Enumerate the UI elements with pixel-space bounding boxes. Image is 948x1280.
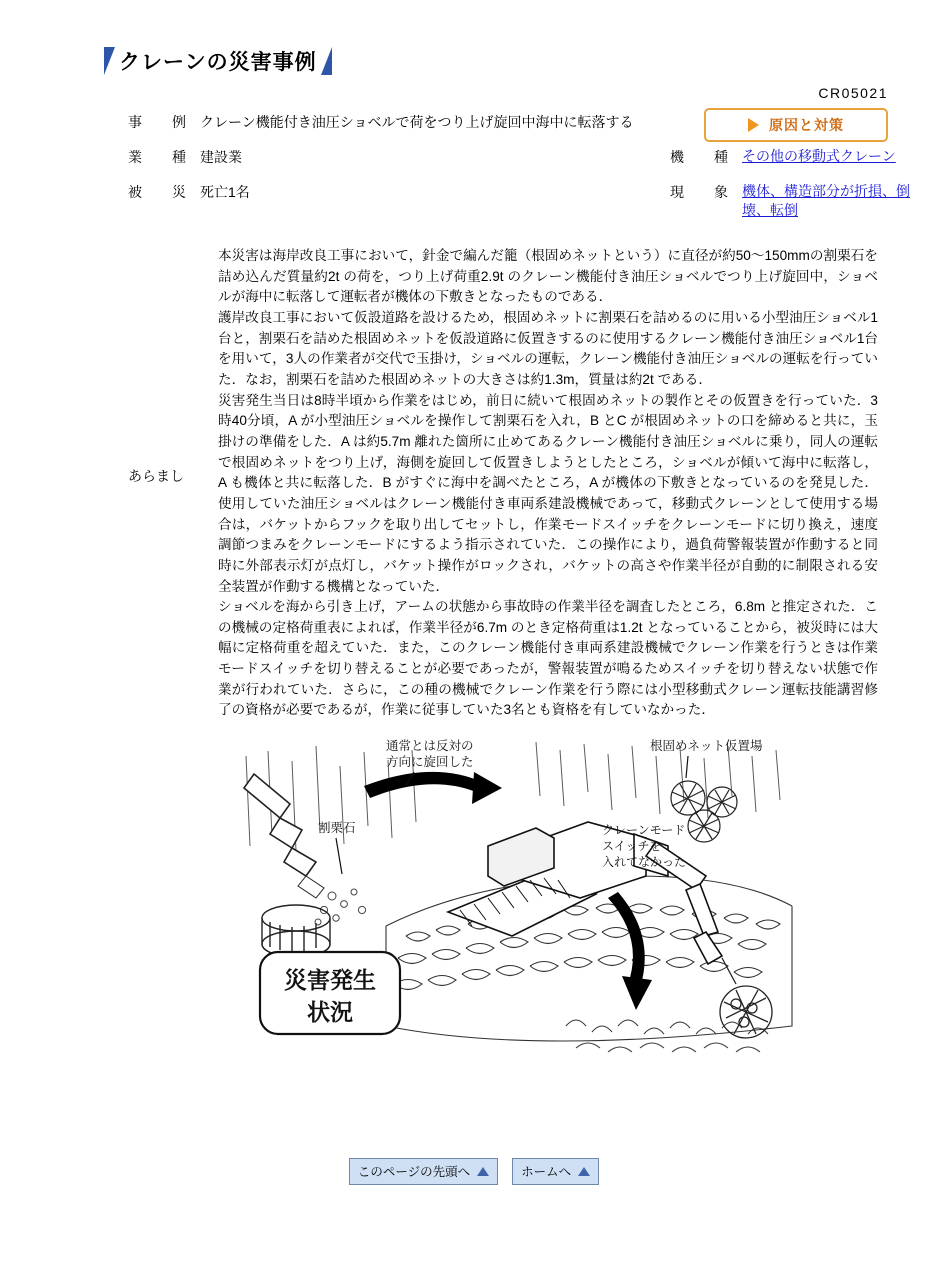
svg-text:通常とは反対の: 通常とは反対の [386, 739, 474, 753]
page-title-text: クレーンの災害事例 [119, 51, 317, 74]
svg-text:割栗石: 割栗石 [318, 821, 356, 835]
accident-scene-drawing [236, 726, 796, 1076]
svg-text:クレーンモード: クレーンモード [602, 823, 686, 837]
svg-text:スイッチを: スイッチを [602, 839, 662, 853]
case-label: 事 例 [128, 114, 194, 130]
summary-paragraph: 護岸改良工事において仮設道路を設けるため，根固めネットに割栗石を詰めるのに用いる小型油圧ショベル1台と，割栗石を詰めた根固めネットを仮設道路に仮置きするのに使用するクレーン機能付き油圧ショベル1台を用いて，3人の作業者が交代で玉掛け，ショベルの運転，クレーン機能付き油圧ショベルの運転を行っていた．なお，割栗石を詰めた根固めネットの大きさは約1.3m，質量は約2t である． [218, 309, 878, 387]
machine-value-link[interactable]: その他の移動式クレーン [742, 148, 896, 164]
illustration-caption-box [260, 952, 400, 1034]
title-flag-right-icon [321, 47, 332, 75]
document-code: CR05021 [818, 85, 888, 101]
machine-value-container [742, 147, 927, 166]
meta-row-industry [128, 147, 896, 169]
meta-row-damage [128, 182, 910, 220]
summary-paragraph: 本災害は海岸改良工事において，針金で編んだ籠（根固めネットという）に直径が約50〜150mmの割栗石を詰め込んだ質量約2t の荷を，つり上げ荷重2.9t のクレーン機能付き油圧ショベルでつり上げ旋回中，ショベルが海中に転落して運転者が機体の下敷きとなったものである． [218, 248, 878, 305]
footer-navigation [0, 1158, 948, 1185]
meta-row-case [128, 112, 888, 134]
top-of-page-button[interactable] [349, 1158, 498, 1185]
title-flag-left-icon [104, 47, 115, 75]
machine-label: 機 種 [670, 149, 736, 165]
home-button[interactable] [512, 1158, 599, 1185]
cause-button-label: 原因と対策 [769, 117, 844, 133]
up-triangle-icon [477, 1167, 489, 1176]
damage-label: 被 災 [128, 184, 194, 200]
svg-text:根固めネット仮置場: 根固めネット仮置場 [650, 739, 763, 753]
svg-text:災害発生: 災害発生 [284, 967, 376, 993]
svg-text:入れてなかった: 入れてなかった [602, 855, 687, 869]
summary-label: あらまし [128, 468, 184, 484]
damage-value: 死亡1名 [200, 184, 250, 200]
top-of-page-label: このページの先頭へ [357, 1165, 471, 1179]
summary-paragraph: ショベルを海から引き上げ，アームの状態から事故時の作業半径を調査したところ，6.8m と推定された．この機械の定格荷重表によれば，作業半径が6.7m のとき定格荷重は1.2t となっていることから，被災時には大幅に定格荷重を超えていた．また，このクレーン機能付き車両系建設機械でクレーン作業を行うときは作業モードスイッチを切り替えることが必要であったが，警報装置が鳴るためスイッチを切り替えない状態で作業が行われていた．さらに，この種の機械でクレーン作業を行う際には小型移動式クレーン運転技能講習修了の資格が必要であるが，作業に従事していた3名とも資格を有していなかった． [218, 599, 878, 718]
svg-text:状況: 状況 [307, 999, 353, 1025]
industry-label: 業 種 [128, 149, 194, 165]
summary-body [218, 246, 878, 721]
phenomenon-value-container [742, 182, 927, 220]
industry-value: 建設業 [200, 149, 242, 165]
phenomenon-value-link[interactable]: 機体、構造部分が折損、倒壊、転倒 [742, 183, 910, 218]
summary-paragraph: 災害発生当日は8時半頃から作業をはじめ，前日に続いて根固めネットの製作とその仮置きを行っていた．3時40分頃，A が小型油圧ショベルを操作して割栗石を入れ，B とC が根固めネットの口を締めると共に，玉掛けの準備をした．A は約5.7m 離れた箇所に止めてあるクレーン機能付き油圧ショベルに乗り，同人の運転で根固めネットをつり上げ，海側を旋回して仮置きしようとしたところ，ショベルが傾いて海中に転落し，A も機体と共に転落した．B がすぐに海中を調べたところ，A が機体の下敷きとなっているのを発見した．使用していた油圧ショベルはクレーン機能付き車両系建設機械であって，移動式クレーンとして使用する場合は，バケットからフックを取り出してセットし，作業モードスイッチをクレーンモードに切り換え，速度調節つまみをクレーンモードにするよう指示されていた．この操作により，過負荷警報装置が作動すると同時に外部表示灯が点灯し，バケット操作がロックされ，バケットの高さや作業半径が自動的に制限される安全装置が作動する機構となっていた． [218, 392, 878, 594]
case-meta-table [128, 112, 910, 233]
home-label: ホームへ [521, 1165, 572, 1179]
up-triangle-icon [578, 1167, 590, 1176]
phenomenon-label: 現 象 [670, 184, 736, 200]
accident-illustration [236, 726, 796, 1076]
case-value: クレーン機能付き油圧ショベルで荷をつり上げ旋回中海中に転落する [200, 114, 634, 130]
svg-text:方向に旋回した: 方向に旋回した [386, 755, 474, 769]
page-title [104, 44, 332, 78]
